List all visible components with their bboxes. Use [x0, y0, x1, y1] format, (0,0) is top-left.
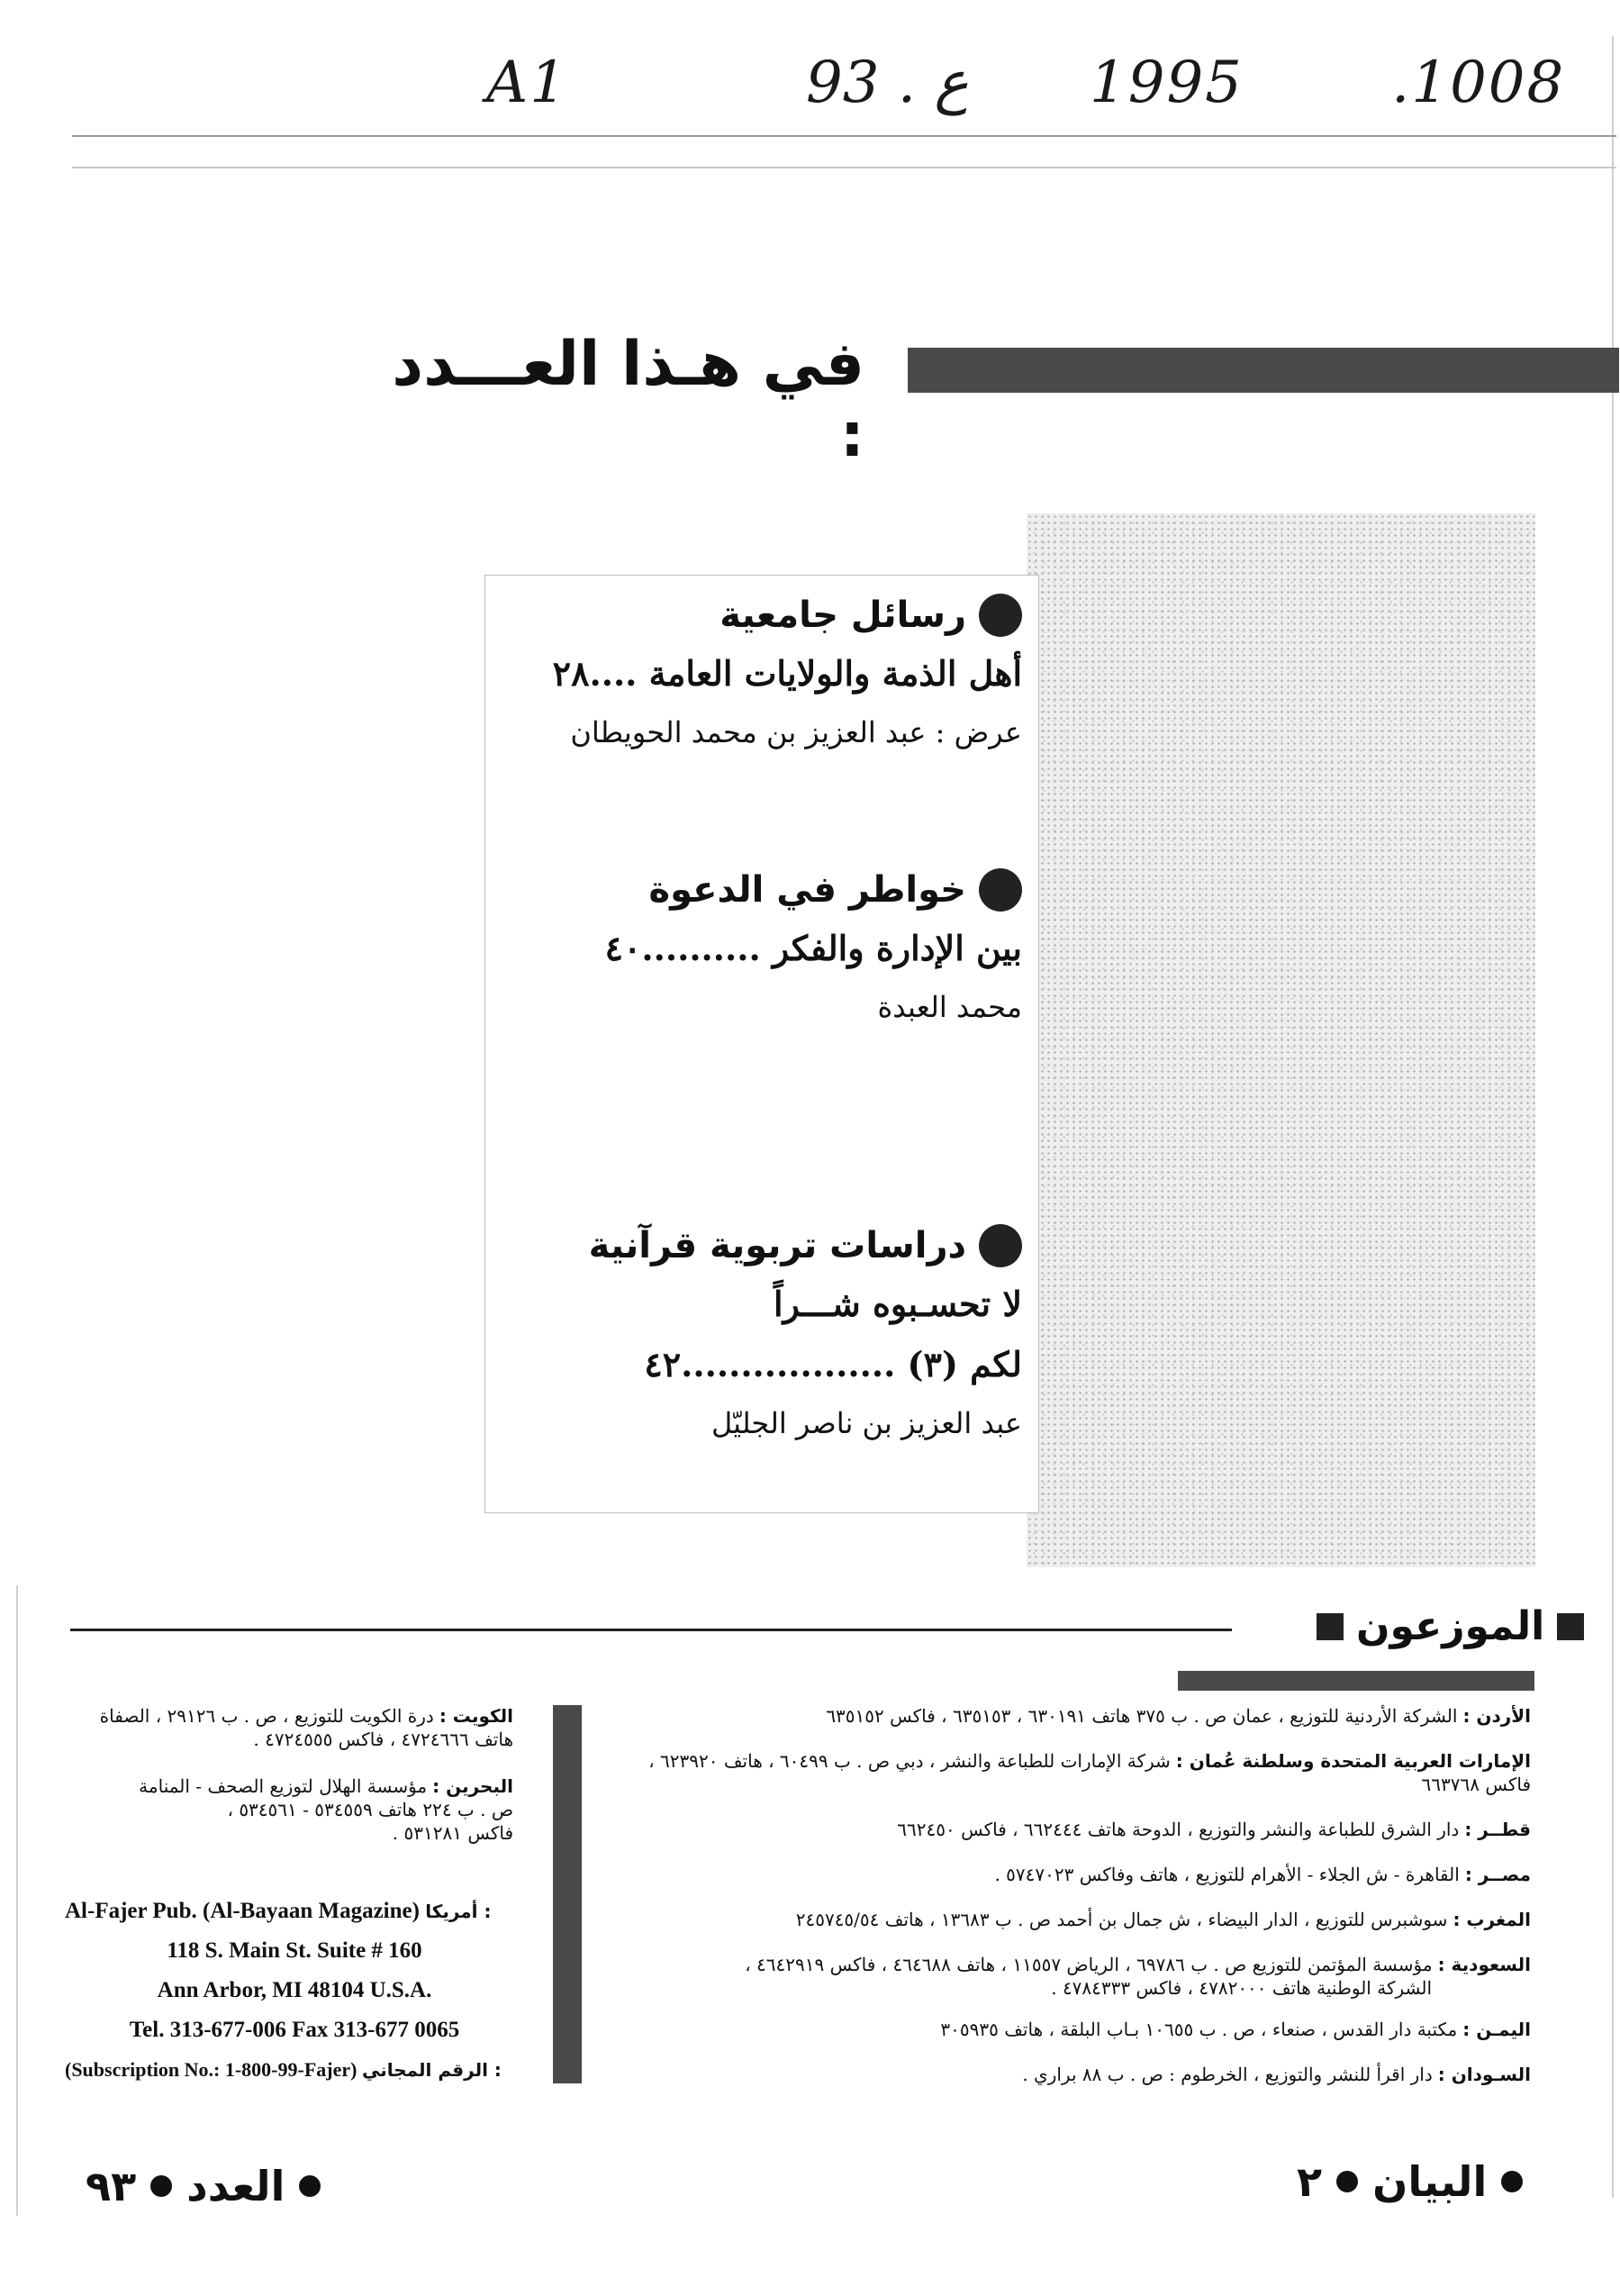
- distributor-row: [612, 1704, 1531, 1728]
- usa-line-4: Tel. 313-677-006 Fax 313-677 0065: [129, 2018, 460, 2042]
- country-label: الكويت :: [439, 1705, 513, 1727]
- distributor-text: سوشبرس للتوزيع ، الدار البيضاء ، ش جمال بن أحمد ص . ب ١٣٦٨٣ ، هاتف ٢٤٥٧٤٥/٥٤: [795, 1909, 1448, 1930]
- country-label: قطــر :: [1464, 1819, 1531, 1840]
- distributors-left-column: [63, 1704, 513, 1868]
- country-label: السعودية :: [1437, 1954, 1531, 1975]
- issue-number: ٩٣: [86, 2162, 137, 2210]
- distributor-text: مؤسسة المؤتمن للتوزيع ص . ب ٦٩٧٨٦ ، الرياض ١١٥٥٧ ، هاتف ٤٦٤٦٨٨ ، فاكس ٤٦٤٢٩١٩ ،: [745, 1954, 1433, 1975]
- header-rule-top: [72, 135, 1616, 137]
- distributors-heading: [1317, 1603, 1584, 1649]
- toc-section-3: [503, 1224, 1022, 1440]
- article-author: محمد العبدة: [877, 990, 1022, 1024]
- distributor-text: القاهرة - ش الجلاء - الأهرام للتوزيع ، هاتف وفاكس ٥٧٤٧٠٢٣ .: [994, 1864, 1460, 1885]
- distributor-text: دار اقرأ للنشر والتوزيع ، الخرطوم : ص . ب ٨٨ براري .: [1022, 2064, 1433, 2085]
- handwritten-number: .1008: [1391, 50, 1566, 116]
- distributor-row: [612, 1749, 1531, 1796]
- distributors-bar: [1178, 1671, 1534, 1691]
- header-rule-bottom: [72, 167, 1616, 168]
- country-label: الإمارات العربية المتحدة وسلطنة عُمان :: [1175, 1750, 1531, 1772]
- distributor-text-2: ص . ب ٢٢٤ هاتف ٥٣٤٥٥٩ - ٥٣٤٥٦١ ،: [227, 1799, 513, 1820]
- page-title: في هـذا العـــدد :: [392, 329, 864, 471]
- section-title: خواطر في الدعوة: [648, 869, 966, 911]
- distributor-text: مكتبة دار القدس ، صنعاء ، ص . ب ١٠٦٥٥ بـاب البلقة ، هاتف ٣٠٥٩٣٥: [940, 2019, 1458, 2040]
- handwritten-a1: A1: [486, 50, 568, 116]
- bullet-icon: [299, 2175, 321, 2197]
- country-label: المغرب :: [1453, 1909, 1531, 1930]
- distributor-row: [63, 1774, 513, 1845]
- distributor-row: [63, 1704, 513, 1751]
- distributor-row: [612, 1953, 1531, 2000]
- country-label: اليمـن :: [1462, 2019, 1531, 2040]
- bullet-icon: [1336, 2171, 1358, 2192]
- issue-label: العدد: [186, 2162, 285, 2210]
- country-label: مصــر :: [1464, 1864, 1531, 1885]
- magazine-name: البيان: [1372, 2157, 1488, 2206]
- distributor-text: درة الكويت للتوزيع ، ص . ب ٢٩١٢٦ ، الصفاة: [99, 1705, 434, 1727]
- square-icon: [1317, 1613, 1344, 1640]
- distributor-text: الشركة الأردنية للتوزيع ، عمان ص . ب ٣٧٥ هاتف ٦٣٠١٩١ ، ٦٣٥١٥٣ ، فاكس ٦٣٥١٥٢: [826, 1705, 1458, 1727]
- distributor-text-3: فاكس ٥٣١٢٨١ .: [392, 1822, 513, 1844]
- article-title: لا تحسـبوه شـــراً: [773, 1284, 1022, 1324]
- square-icon: [1557, 1613, 1584, 1640]
- bullet-icon: [150, 2175, 172, 2197]
- country-label: البحرين :: [432, 1775, 513, 1797]
- footer-magazine: [1297, 2157, 1523, 2206]
- section-title: رسائل جامعية: [719, 594, 966, 636]
- toc-section-1: [503, 594, 1022, 749]
- distributors-title: الموزعون: [1356, 1603, 1545, 1649]
- usa-line-2: 118 S. Main St. Suite # 160: [167, 1938, 422, 1963]
- distributors-rule: [70, 1629, 1232, 1631]
- contents-box: [484, 575, 1039, 1513]
- free-number-label: الرقم المجاني :: [361, 2059, 502, 2081]
- usa-line-1: [65, 1892, 524, 1931]
- page-number: ٢: [1297, 2157, 1323, 2206]
- article-author: عرض : عبد العزيز بن محمد الحويطان: [570, 715, 1022, 749]
- distributor-text: مؤسسة الهلال لتوزيع الصحف - المنامة: [139, 1775, 428, 1797]
- column-divider: [553, 1705, 582, 2083]
- usa-distributor: [65, 1892, 524, 2090]
- bullet-icon: [979, 1224, 1022, 1267]
- article-author: عبد العزيز بن ناصر الجليّل: [710, 1406, 1022, 1440]
- distributors-right-column: [612, 1704, 1531, 2108]
- footer-issue: [86, 2162, 321, 2210]
- usa-line-5: [65, 2050, 524, 2090]
- bullet-icon: [979, 868, 1022, 912]
- toc-section-2: [503, 868, 1022, 1024]
- country-label: السـودان :: [1437, 2064, 1531, 2085]
- usa-company: Al-Fajer Pub. (Al-Bayaan Magazine): [65, 1899, 420, 1923]
- distributor-text-2: هاتف ٤٧٢٤٦٦٦ ، فاكس ٤٧٢٤٥٥٥ .: [253, 1729, 513, 1750]
- article-title-line2: لكم (٣) ..................٤٢: [644, 1344, 1022, 1384]
- bullet-icon: [979, 594, 1022, 637]
- distributor-row: [612, 2018, 1531, 2041]
- distributor-row: [612, 1818, 1531, 1841]
- distributor-row: [612, 1908, 1531, 1931]
- handwritten-issue: 93 . ع: [806, 50, 969, 116]
- article-title: أهل الذمة والولايات العامة ....٢٨: [552, 653, 1022, 694]
- country-label: الأردن :: [1462, 1705, 1531, 1727]
- usa-line-3: Ann Arbor, MI 48104 U.S.A.: [157, 1978, 432, 2002]
- handwritten-year: 1995: [1090, 50, 1244, 116]
- distributor-row: [612, 2063, 1531, 2086]
- stipple-panel: [1027, 513, 1535, 1567]
- usa-label: أمريكا :: [425, 1901, 492, 1922]
- distributor-text: دار الشرق للطباعة والنشر والتوزيع ، الدوحة هاتف ٦٦٢٤٤٤ ، فاكس ٦٦٢٤٥٠: [897, 1819, 1460, 1840]
- title-bar: [908, 348, 1619, 393]
- distributor-text: شركة الإمارات للطباعة والنشر ، دبي ص . ب ٦٠٤٩٩ ، هاتف ٦٢٣٩٢٠ ، فاكس ٦٦٣٧٦٨: [648, 1750, 1531, 1795]
- distributor-row: [612, 1863, 1531, 1886]
- subscription-number: (Subscription No.: 1-800-99-Fajer): [65, 2058, 357, 2081]
- section-title: دراسات تربوية قرآنية: [588, 1225, 966, 1266]
- article-title: بين الإدارة والفكر ..........٤٠: [604, 928, 1022, 968]
- page-edge-left: [16, 1585, 18, 2216]
- bullet-icon: [1501, 2171, 1523, 2192]
- distributor-text-2: الشركة الوطنية هاتف ٤٧٨٢٠٠٠ ، فاكس ٤٧٨٤٣٣٣ .: [1051, 1977, 1432, 1999]
